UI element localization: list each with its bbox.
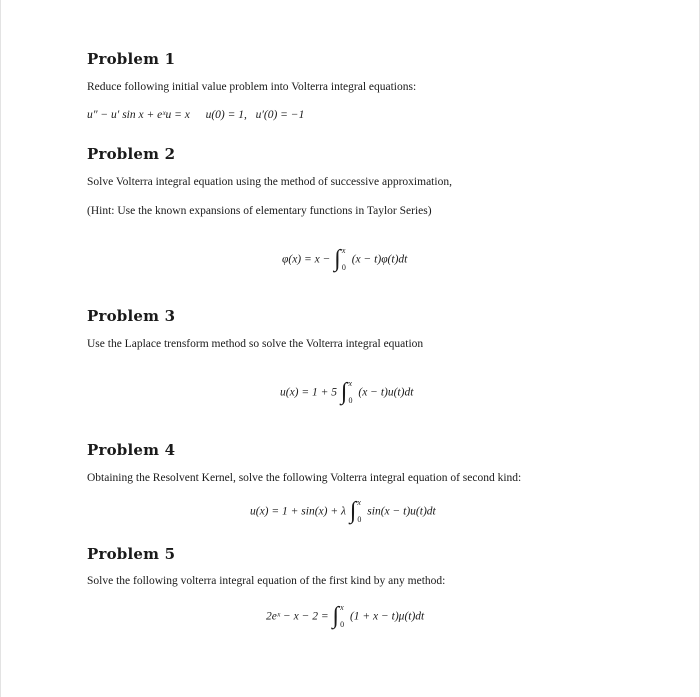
problem-3-heading: Problem 3 [87,307,176,325]
problem-4-heading: Problem 4 [87,441,176,459]
problem-4-integrand: sin(x − t)u(t)dt [367,505,436,518]
problem-1-text: Reduce following initial value problem into Volterra integral equations: [87,81,417,93]
problem-2-equation [282,243,407,277]
upper-limit: x [357,498,361,507]
lower-limit: 0 [340,620,345,629]
problem-4-lhs: u(x) = 1 + sin(x) + λ [250,505,346,518]
problem-5-integrand: (1 + x − t)μ(t)dt [349,610,425,623]
upper-limit: x [341,246,346,255]
integral-limits [357,494,361,528]
problem-1-condition-1: u(0) = 1, [205,109,247,121]
upper-limit: x [340,603,344,612]
problem-1-condition-2: u′(0) = −1 [255,109,305,121]
problem-2-text: Solve Volterra integral equation using the method of successive approximation, [87,176,452,188]
integral-sign-icon: ∫ [334,245,341,272]
problem-5-text: Solve the following volterra integral equation of the first kind by any method: [87,575,446,587]
problem-3-lhs: u(x) = 1 + 5 [280,386,338,399]
problem-5-heading: Problem 5 [87,545,176,563]
integral-sign-icon: ∫ [332,602,340,629]
lower-limit: 0 [348,396,353,405]
problem-1-ode: u″ − u′ sin x + eˣu = x [87,109,190,121]
lower-limit: 0 [341,263,346,272]
problem-5-lhs: 2eˣ − x − 2 = [266,610,329,623]
problem-3-integrand: (x − t)u(t)dt [358,386,414,399]
problem-4-text: Obtaining the Resolvent Kernel, solve the following Volterra integral equation of second kind: [87,472,522,484]
integral-sign-icon: ∫ [340,378,348,405]
problem-3-equation [280,376,413,410]
integral-limits [340,599,344,633]
integral-limits [349,375,353,409]
problem-2-integrand: (x − t)φ(t)dt [351,253,408,266]
problem-4-equation [250,495,436,529]
problem-2-hint: (Hint: Use the known expansions of elementary functions in Taylor Series) [87,205,432,217]
lower-limit: 0 [357,515,362,524]
problem-5-equation [266,600,424,634]
upper-limit: x [348,379,353,388]
problem-3-text: Use the Laplace trensform method so solve the Volterra integral equation [87,338,424,350]
integral-limits [342,242,346,276]
problem-2-heading: Problem 2 [87,145,176,163]
problem-1-equation [87,109,304,121]
problem-1-heading: Problem 1 [87,50,176,68]
integral-sign-icon: ∫ [349,497,357,524]
problem-2-lhs: φ(x) = x − [282,253,331,266]
